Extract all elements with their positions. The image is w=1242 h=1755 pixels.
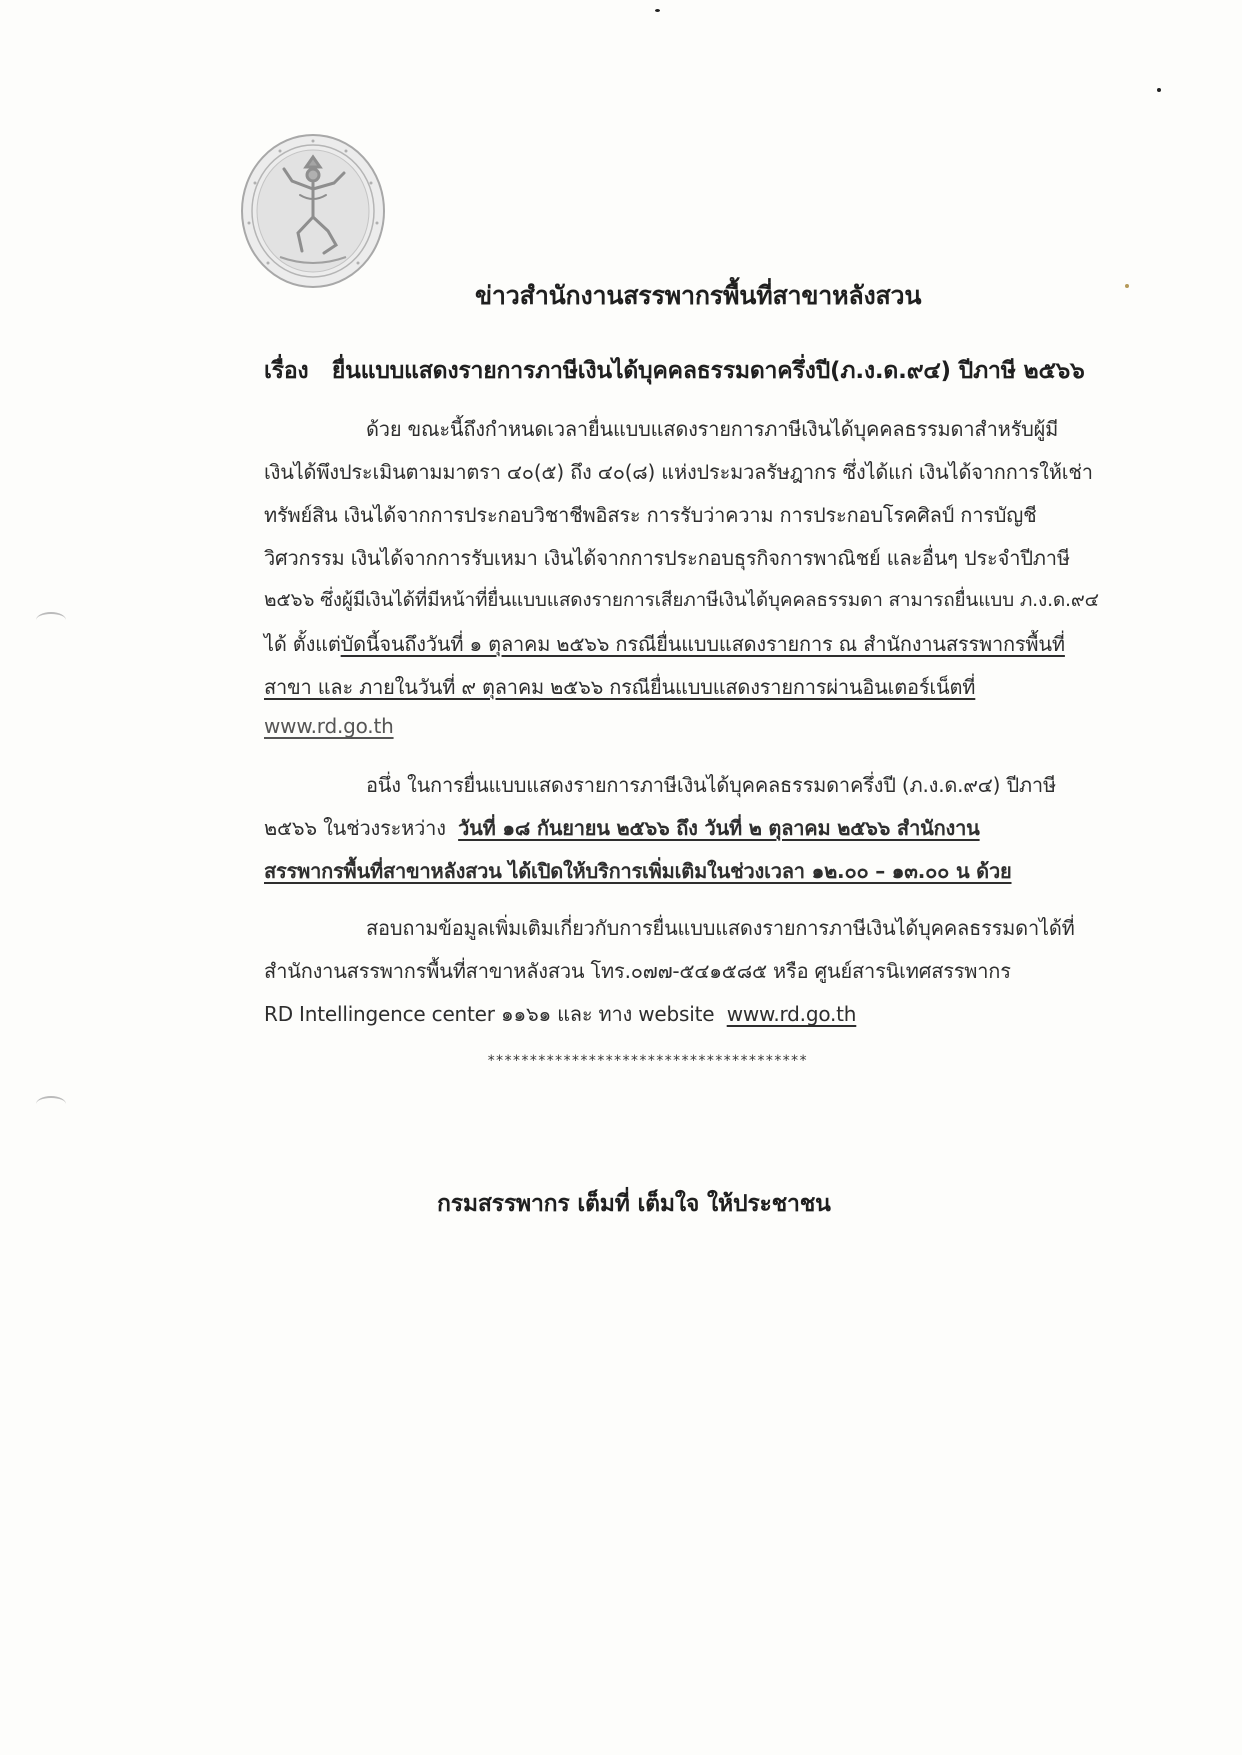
subject-line xyxy=(264,353,1084,389)
revenue-department-seal-icon xyxy=(240,133,386,289)
department-slogan: กรมสรรพากร เต็มที่ เต็มใจ ให้ประชาชน xyxy=(437,1191,831,1217)
paragraph-text: ได้ ตั้งแต่ xyxy=(264,632,341,656)
paragraph-text: RD Intellingence center ๑๑๖๑ และ ทาง website xyxy=(264,1002,715,1026)
scan-edge-mark xyxy=(36,1096,66,1112)
paragraph-line: สำนักงานสรรพากรพื้นที่สาขาหลังสวน โทร.๐๗๗-๕๔๑๕๘๕ หรือ ศูนย์สารนิเทศสรรพากร xyxy=(264,959,1011,983)
extended-service-hours: สรรพากรพื้นที่สาขาหลังสวน ได้เปิดให้บริการเพิ่มเติมในช่วงเวลา ๑๒.๐๐ – ๑๓.๐๐ น ด้วย xyxy=(264,859,1012,883)
paragraph-line: วิศวกรรม เงินได้จากการรับเหมา เงินได้จากการประกอบธุรกิจการพาณิชย์ และอื่นๆ ประจำปีภาษี xyxy=(264,546,1070,570)
paragraph-line: ด้วย ขณะนี้ถึงกำหนดเวลายื่นแบบแสดงรายการภาษีเงินได้บุคคลธรรมดาสำหรับผู้มี xyxy=(366,417,1059,441)
subject-label: เรื่อง xyxy=(264,358,309,384)
paragraph-line: ๒๕๖๖ ซึ่งผู้มีเงินได้ที่มีหน้าที่ยื่นแบบแสดงรายการเสียภาษีเงินได้บุคคลธรรมดา สามารถยื่นแบบ ภ.ง.ด.๙๔ xyxy=(264,589,1099,611)
subject-text: ยื่นแบบแสดงรายการภาษีเงินได้บุคคลธรรมดาครึ่งปี(ภ.ง.ด.๙๔) ปีภาษี ๒๕๖๖ xyxy=(331,358,1085,384)
scan-edge-mark xyxy=(36,612,66,628)
paragraph-line: สอบถามข้อมูลเพิ่มเติมเกี่ยวกับการยื่นแบบแสดงรายการภาษีเงินได้บุคคลธรรมดาได้ที่ xyxy=(366,916,1075,940)
separator-stars: ************************************** xyxy=(487,1053,808,1069)
deadline-online-text: สาขา และ ภายในวันที่ ๙ ตุลาคม ๒๕๖๖ กรณียื่นแบบแสดงรายการผ่านอินเตอร์เน็ตที่ xyxy=(264,675,976,699)
rd-website-link[interactable]: www.rd.go.th xyxy=(264,714,394,738)
extended-service-dates: วันที่ ๑๘ กันยายน ๒๕๖๖ ถึง วันที่ ๒ ตุลาคม ๒๕๖๖ สำนักงาน xyxy=(458,816,980,840)
rd-website-link[interactable]: www.rd.go.th xyxy=(726,1002,857,1026)
paragraph-line xyxy=(264,628,1065,660)
paragraph-line: อนึ่ง ในการยื่นแบบแสดงรายการภาษีเงินได้บุคคลธรรมดาครึ่งปี (ภ.ง.ด.๙๔) ปีภาษี xyxy=(366,773,1056,797)
scan-speck xyxy=(1157,88,1161,92)
paragraph-text: ๒๕๖๖ ในช่วงระหว่าง xyxy=(264,816,446,840)
paragraph-line xyxy=(264,998,856,1030)
scan-speck xyxy=(655,9,660,12)
paragraph-line xyxy=(264,812,980,844)
paragraph-line: ทรัพย์สิน เงินได้จากการประกอบวิชาชีพอิสระ การรับว่าความ การประกอบโรคศิลป์ การบัญชี xyxy=(264,503,1037,527)
document-title: ข่าวสำนักงานสรรพากรพื้นที่สาขาหลังสวน xyxy=(475,281,922,310)
paragraph-line: เงินได้พึงประเมินตามมาตรา ๔๐(๕) ถึง ๔๐(๘) แห่งประมวลรัษฎากร ซึ่งได้แก่ เงินได้จากการให้เช่า xyxy=(264,460,1093,484)
deadline-onsite-text: บัดนี้จนถึงวันที่ ๑ ตุลาคม ๒๕๖๖ กรณียื่นแบบแสดงรายการ ณ สำนักงานสรรพากรพื้นที่ xyxy=(340,632,1065,656)
scan-speck xyxy=(1125,284,1129,288)
